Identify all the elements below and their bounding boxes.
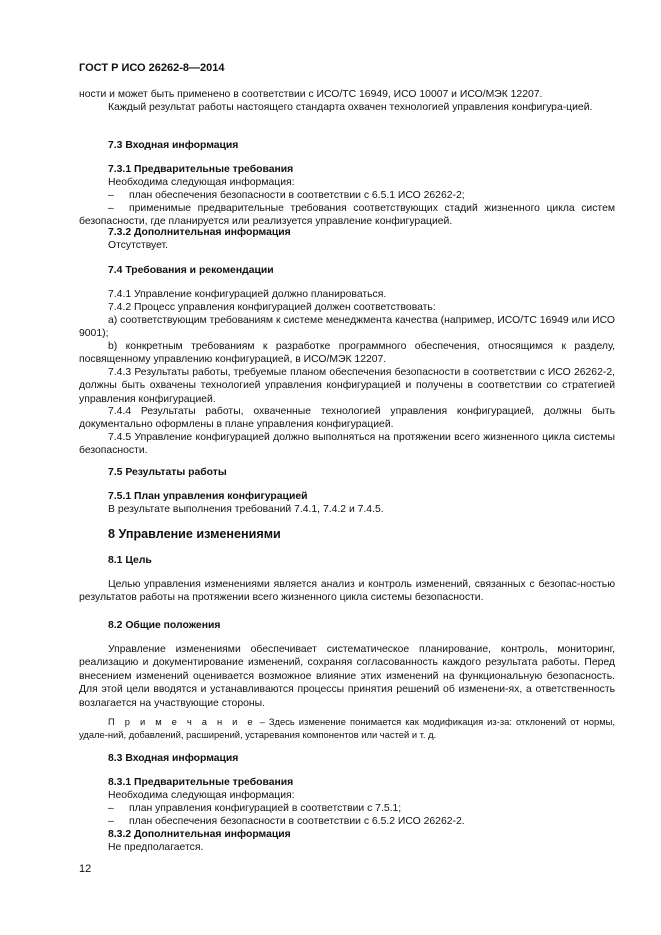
list-item-text: план обеспечения безопасности в соответствии с 6.5.2 ИСО 26262-2. bbox=[129, 816, 465, 827]
section-7-3-title: 7.3 Входная информация bbox=[108, 140, 239, 151]
section-8-3-title: 8.3 Входная информация bbox=[108, 753, 239, 764]
section-7-5-title: 7.5 Результаты работы bbox=[108, 467, 227, 478]
note-label: П р и м е ч а н и е bbox=[108, 716, 256, 727]
intro-paragraph: Каждый результат работы настоящего стандарта охвачен технологией управления конфигура-цией. bbox=[108, 102, 593, 113]
clause-7-4-3: 7.4.3 Результаты работы, требуемые планом обеспечения безопасности в соответствии с ИСО 26262-2, должны быть охвачены технологией управления конфигурацией и получены в соответствии со стратегией управления конфигурацией. bbox=[79, 367, 615, 405]
section-8-1-text: Целью управления изменениями является анализ и контроль изменений, связанных с безопас-ностью результатов работы на протяжении всего жизненного цикла системы безопасности. bbox=[79, 579, 615, 604]
intro-line: ности и может быть применено в соответствии с ИСО/ТС 16949, ИСО 10007 и ИСО/МЭК 12207. bbox=[79, 89, 543, 100]
section-7-3-1-lead: Необходима следующая информация: bbox=[108, 177, 295, 188]
note bbox=[79, 715, 615, 741]
dash-marker: – bbox=[108, 190, 114, 201]
list-item bbox=[79, 189, 615, 202]
list-item-text: план обеспечения безопасности в соответствии с 6.5.1 ИСО 26262-2; bbox=[129, 190, 465, 201]
section-7-3-2-text: Отсутствует. bbox=[108, 240, 169, 251]
section-7-3-2-title: 7.3.2 Дополнительная информация bbox=[108, 227, 291, 238]
section-8-title: 8 Управление изменениями bbox=[108, 527, 281, 541]
note-text: – Здесь изменение понимается как модификация из-за: отклонений от нормы, удале-ний, добавлений, расширений, устаревания компонентов или частей и т. д. bbox=[79, 716, 615, 740]
section-7-4-title: 7.4 Требования и рекомендации bbox=[108, 265, 274, 276]
clause-7-4-1: 7.4.1 Управление конфигурацией должно планироваться. bbox=[108, 289, 387, 300]
document-header: ГОСТ Р ИСО 26262-8—2014 bbox=[79, 62, 225, 74]
section-8-3-1-lead: Необходима следующая информация: bbox=[108, 790, 295, 801]
section-7-3-1-title: 7.3.1 Предварительные требования bbox=[108, 164, 294, 175]
clause-7-4-2-b: b) конкретным требованиям к разработке программного обеспечения, относящимся к разделу, посвященному управлению конфигурацией, в ИСО/МЭК 12207. bbox=[79, 341, 615, 366]
section-7-5-1-text: В результате выполнения требований 7.4.1, 7.4.2 и 7.4.5. bbox=[108, 504, 384, 515]
list-item bbox=[79, 202, 615, 229]
section-8-1-title: 8.1 Цель bbox=[108, 555, 152, 566]
clause-7-4-2: 7.4.2 Процесс управления конфигурацией должен соответствовать: bbox=[108, 302, 436, 313]
section-8-3-2-title: 8.3.2 Дополнительная информация bbox=[108, 829, 291, 840]
section-7-5-1-title: 7.5.1 План управления конфигурацией bbox=[108, 491, 308, 502]
section-8-3-2-text: Не предполагается. bbox=[108, 842, 204, 853]
clause-7-4-4: 7.4.4 Результаты работы, охваченные технологией управления конфигурацией, должны быть документально оформлены в плане управления конфигурацией. bbox=[79, 406, 615, 431]
list-item-text: план управления конфигурацией в соответствии с 7.5.1; bbox=[129, 803, 402, 814]
clause-7-4-2-a: a) соответствующим требованиям к системе менеджмента качества (например, ИСО/ТС 16949 или ИСО 9001); bbox=[79, 315, 615, 340]
list-item bbox=[79, 802, 615, 815]
section-8-3-1-title: 8.3.1 Предварительные требования bbox=[108, 777, 294, 788]
section-8-2-title: 8.2 Общие положения bbox=[108, 620, 221, 631]
list-item bbox=[79, 815, 615, 828]
dash-marker: – bbox=[108, 816, 114, 827]
section-8-2-text: Управление изменениями обеспечивает систематическое планирование, контроль, мониторинг, реализацию и документирование изменений, сохраняя согласованность каждого результата работы. Перед внесением изменений оценивается возможное влияние этих изменений на функциональную безопасность. Для этой цели вводятся и устанавливаются процессы принятия решений об изменени-ях, а ответственность возлагается на участвующие стороны. bbox=[79, 644, 615, 709]
list-item-text: применимые предварительные требования соответствующих стадий жизненного цикла систем безопасности, где планируется или реализуется управление конфигурацией. bbox=[79, 203, 615, 228]
dash-marker: – bbox=[108, 803, 114, 814]
dash-marker: – bbox=[108, 203, 114, 214]
page-number: 12 bbox=[79, 863, 92, 875]
clause-7-4-5: 7.4.5 Управление конфигурацией должно выполняться на протяжении всего жизненного цикла системы безопасности. bbox=[79, 432, 615, 457]
